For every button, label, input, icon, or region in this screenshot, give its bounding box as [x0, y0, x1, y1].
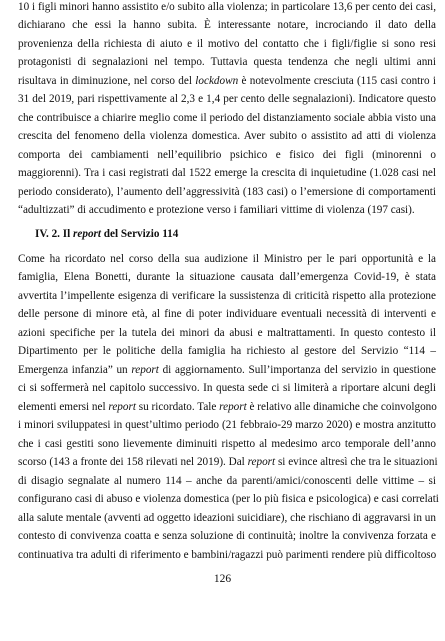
text-segment: su ricordato. Tale: [135, 401, 220, 413]
text-line: azioni specifiche per la tutela dei minori da abusi e maltrattamenti. In questo contesto il: [18, 327, 436, 339]
text-segment: elementi emersi nel: [18, 401, 109, 413]
text-segment-italic: lockdown: [195, 75, 239, 87]
heading-italic: report: [73, 228, 101, 240]
text-segment-italic: report: [247, 456, 276, 468]
section-heading: [35, 227, 435, 241]
text-line: famiglia, Elena Bonetti, durante la situazione causata dall’emergenza Covid-19, è stata: [18, 271, 436, 283]
text-line: crescita del fenomeno della violenza domestica. Aver subito o assistito ad atti di violenza: [18, 130, 436, 142]
text-line: Dipartimento per le politiche della famiglia ha richiesto al gestore del Servizio “114 –: [18, 345, 436, 357]
text-segment: si evince altresì che tra le situazioni: [275, 456, 438, 468]
text-line: maggiorenni). Tra i casi registrati dal 1522 emerge la crescita di inquietudine (1.028 casi nel: [18, 167, 436, 179]
text-line: alla salute mentale (avventi ad oggetto ideazioni suicidiare), che rischiano di aggravarsi in un: [18, 512, 436, 524]
text-line: “adultizzati” di accudimento e protezione verso i familiari vittime di violenza (197 casi).: [18, 204, 415, 216]
text-line: protagonisti di segnalazioni nel tempo. Tuttavia questa tendenza che negli ultimi anni: [18, 56, 436, 68]
heading-suffix: del Servizio 114: [101, 228, 179, 240]
text-segment-italic: report: [108, 401, 136, 413]
text-segment-italic: report: [131, 364, 159, 376]
heading-prefix: IV. 2. Il: [35, 228, 74, 240]
text-line: che contribuisce a chiarire meglio come il periodo del distanziamento sociale abbia visto una: [18, 112, 436, 124]
text-segment: Emergenza infanzia” un: [18, 364, 132, 376]
text-line: che i casi gestiti sono lievemente diminuiti rispetto al medesimo arco temporale dell’anno: [18, 438, 436, 450]
text-line: [18, 363, 436, 377]
text-segment-italic: report: [219, 401, 247, 413]
text-line: continuativa tra adulti di riferimento e bambini/ragazzi può parimenti rendere più difficoltoso: [18, 549, 437, 561]
text-line: [18, 74, 436, 88]
text-line: 10 i figli minori hanno assistito e/o subito alla violenza; in particolare 13,6 per cento dei casi,: [18, 1, 436, 13]
text-line: [18, 400, 436, 414]
text-segment: scorso (143 a fronte dei 158 rilevati nel 2019). Dal: [18, 456, 248, 468]
text-line: di disagio segnalate al numero 114 – anche da parenti/amici/conoscenti delle vittime – si: [18, 475, 436, 487]
text-line: comporta dei cambiamenti nell’equilibrio psichico e fisico dei figli (minorenni o: [18, 149, 436, 161]
text-segment: è relativo alle dinamiche che coinvolgono: [246, 401, 437, 413]
text-line: dichiarano che essi la hanno subita. È interessante notare, incrociando il dato della: [18, 19, 436, 31]
text-segment: di aggiornamento. Sull’importanza del servizio in questione: [158, 364, 436, 376]
text-segment: risultava in diminuzione, nel corso del: [18, 75, 196, 87]
text-line: configurano casi di abuso e violenza domestica (per lo più fisica e psicologica) e casi correlati: [18, 493, 439, 505]
text-line: delle persone di minore età, al fine di poter individuare eventuali necessità di interventi e: [18, 308, 436, 320]
page-number: 126: [213, 573, 232, 585]
text-line: avvertita l’impellente esigenza di verificare la sussistenza di criticità rispetto alla protezione: [18, 290, 436, 302]
text-line: ci si soffermerà nel capitolo successivo. In questa sede ci si limiterà a riportare alcuni degli: [18, 382, 436, 394]
text-line: periodo considerato), l’aumento dell’aggressività (183 casi) o l’emersione di comportamenti: [18, 186, 436, 198]
text-line: contesto di convivenza coatta e senza soluzione di continuità; inoltre la convivenza forzata e: [18, 530, 436, 542]
text-line: Come ha ricordato nel corso della sua audizione il Ministro per le pari opportunità e la: [18, 253, 436, 265]
text-line: [18, 455, 436, 469]
text-line: provenienza della richiesta di aiuto e il motivo del contatto che i figli/figlie si sono resi: [18, 38, 436, 50]
text-segment: è notevolmente cresciuta (115 casi contro i: [238, 75, 436, 87]
text-line: i minori sviluppatesi in quest’ultimo periodo (21 febbraio-29 marzo 2020) e mostra anzitutto: [18, 419, 436, 431]
text-line: 31 del 2019, pari rispettivamente al 2,3 e 1,4 per cento delle segnalazioni). Indicatore questo: [18, 93, 436, 105]
